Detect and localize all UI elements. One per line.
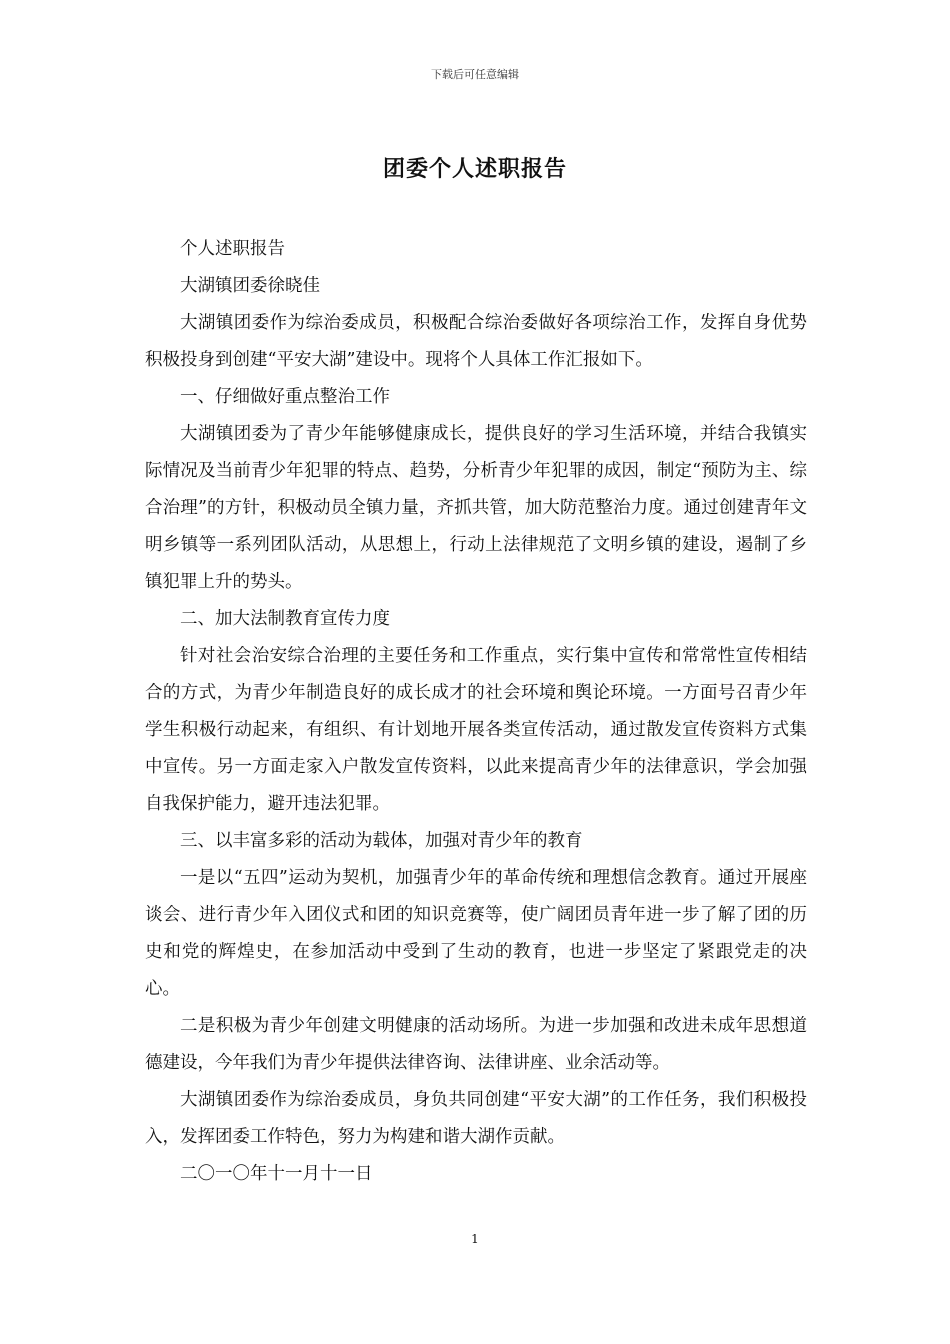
section-heading-3: 三、以丰富多彩的活动为载体，加强对青少年的教育 bbox=[180, 831, 583, 851]
paragraph-author: 大湖镇团委徐晓佳 bbox=[180, 276, 320, 296]
paragraph-report-label: 个人述职报告 bbox=[180, 239, 285, 259]
header-note: 下载后可任意编辑 bbox=[431, 68, 519, 81]
document-title: 团委个人述职报告 bbox=[382, 156, 567, 182]
document-body bbox=[145, 231, 807, 1193]
paragraph-date: 二〇一〇年十一月十一日 bbox=[180, 1164, 373, 1184]
paragraph-section-3b: 二是积极为青少年创建文明健康的活动场所。为进一步加强和改进未成年思想道德建设，今年我们为青少年提供法律咨询、法律讲座、业余活动等。 bbox=[145, 1016, 807, 1073]
page-number: 1 bbox=[471, 1232, 479, 1246]
paragraph-intro: 大湖镇团委作为综治委成员，积极配合综治委做好各项综治工作，发挥自身优势积极投身到创建“平安大湖”建设中。现将个人具体工作汇报如下。 bbox=[145, 313, 807, 370]
section-heading-2: 二、加大法制教育宣传力度 bbox=[180, 609, 390, 629]
section-heading-1: 一、仔细做好重点整治工作 bbox=[180, 387, 390, 407]
paragraph-section-1: 大湖镇团委为了青少年能够健康成长，提供良好的学习生活环境，并结合我镇实际情况及当前青少年犯罪的特点、趋势，分析青少年犯罪的成因，制定“预防为主、综合治理”的方针，积极动员全镇力量，齐抓共管，加大防范整治力度。通过创建青年文明乡镇等一系列团队活动，从思想上，行动上法律规范了文明乡镇的建设，遏制了乡镇犯罪上升的势头。 bbox=[145, 424, 807, 592]
paragraph-section-2: 针对社会治安综合治理的主要任务和工作重点，实行集中宣传和常常性宣传相结合的方式，为青少年制造良好的成长成才的社会环境和舆论环境。一方面号召青少年学生积极行动起来，有组织、有计划地开展各类宣传活动，通过散发宣传资料方式集中宣传。另一方面走家入户散发宣传资料，以此来提高青少年的法律意识，学会加强自我保护能力，避开违法犯罪。 bbox=[145, 646, 807, 814]
paragraph-section-3a: 一是以“五四”运动为契机，加强青少年的革命传统和理想信念教育。通过开展座谈会、进行青少年入团仪式和团的知识竞赛等，使广阔团员青年进一步了解了团的历史和党的辉煌史，在参加活动中受到了生动的教育，也进一步坚定了紧跟党走的决心。 bbox=[145, 868, 807, 999]
paragraph-conclusion: 大湖镇团委作为综治委成员，身负共同创建“平安大湖”的工作任务，我们积极投入，发挥团委工作特色，努力为构建和谐大湖作贡献。 bbox=[145, 1090, 807, 1147]
